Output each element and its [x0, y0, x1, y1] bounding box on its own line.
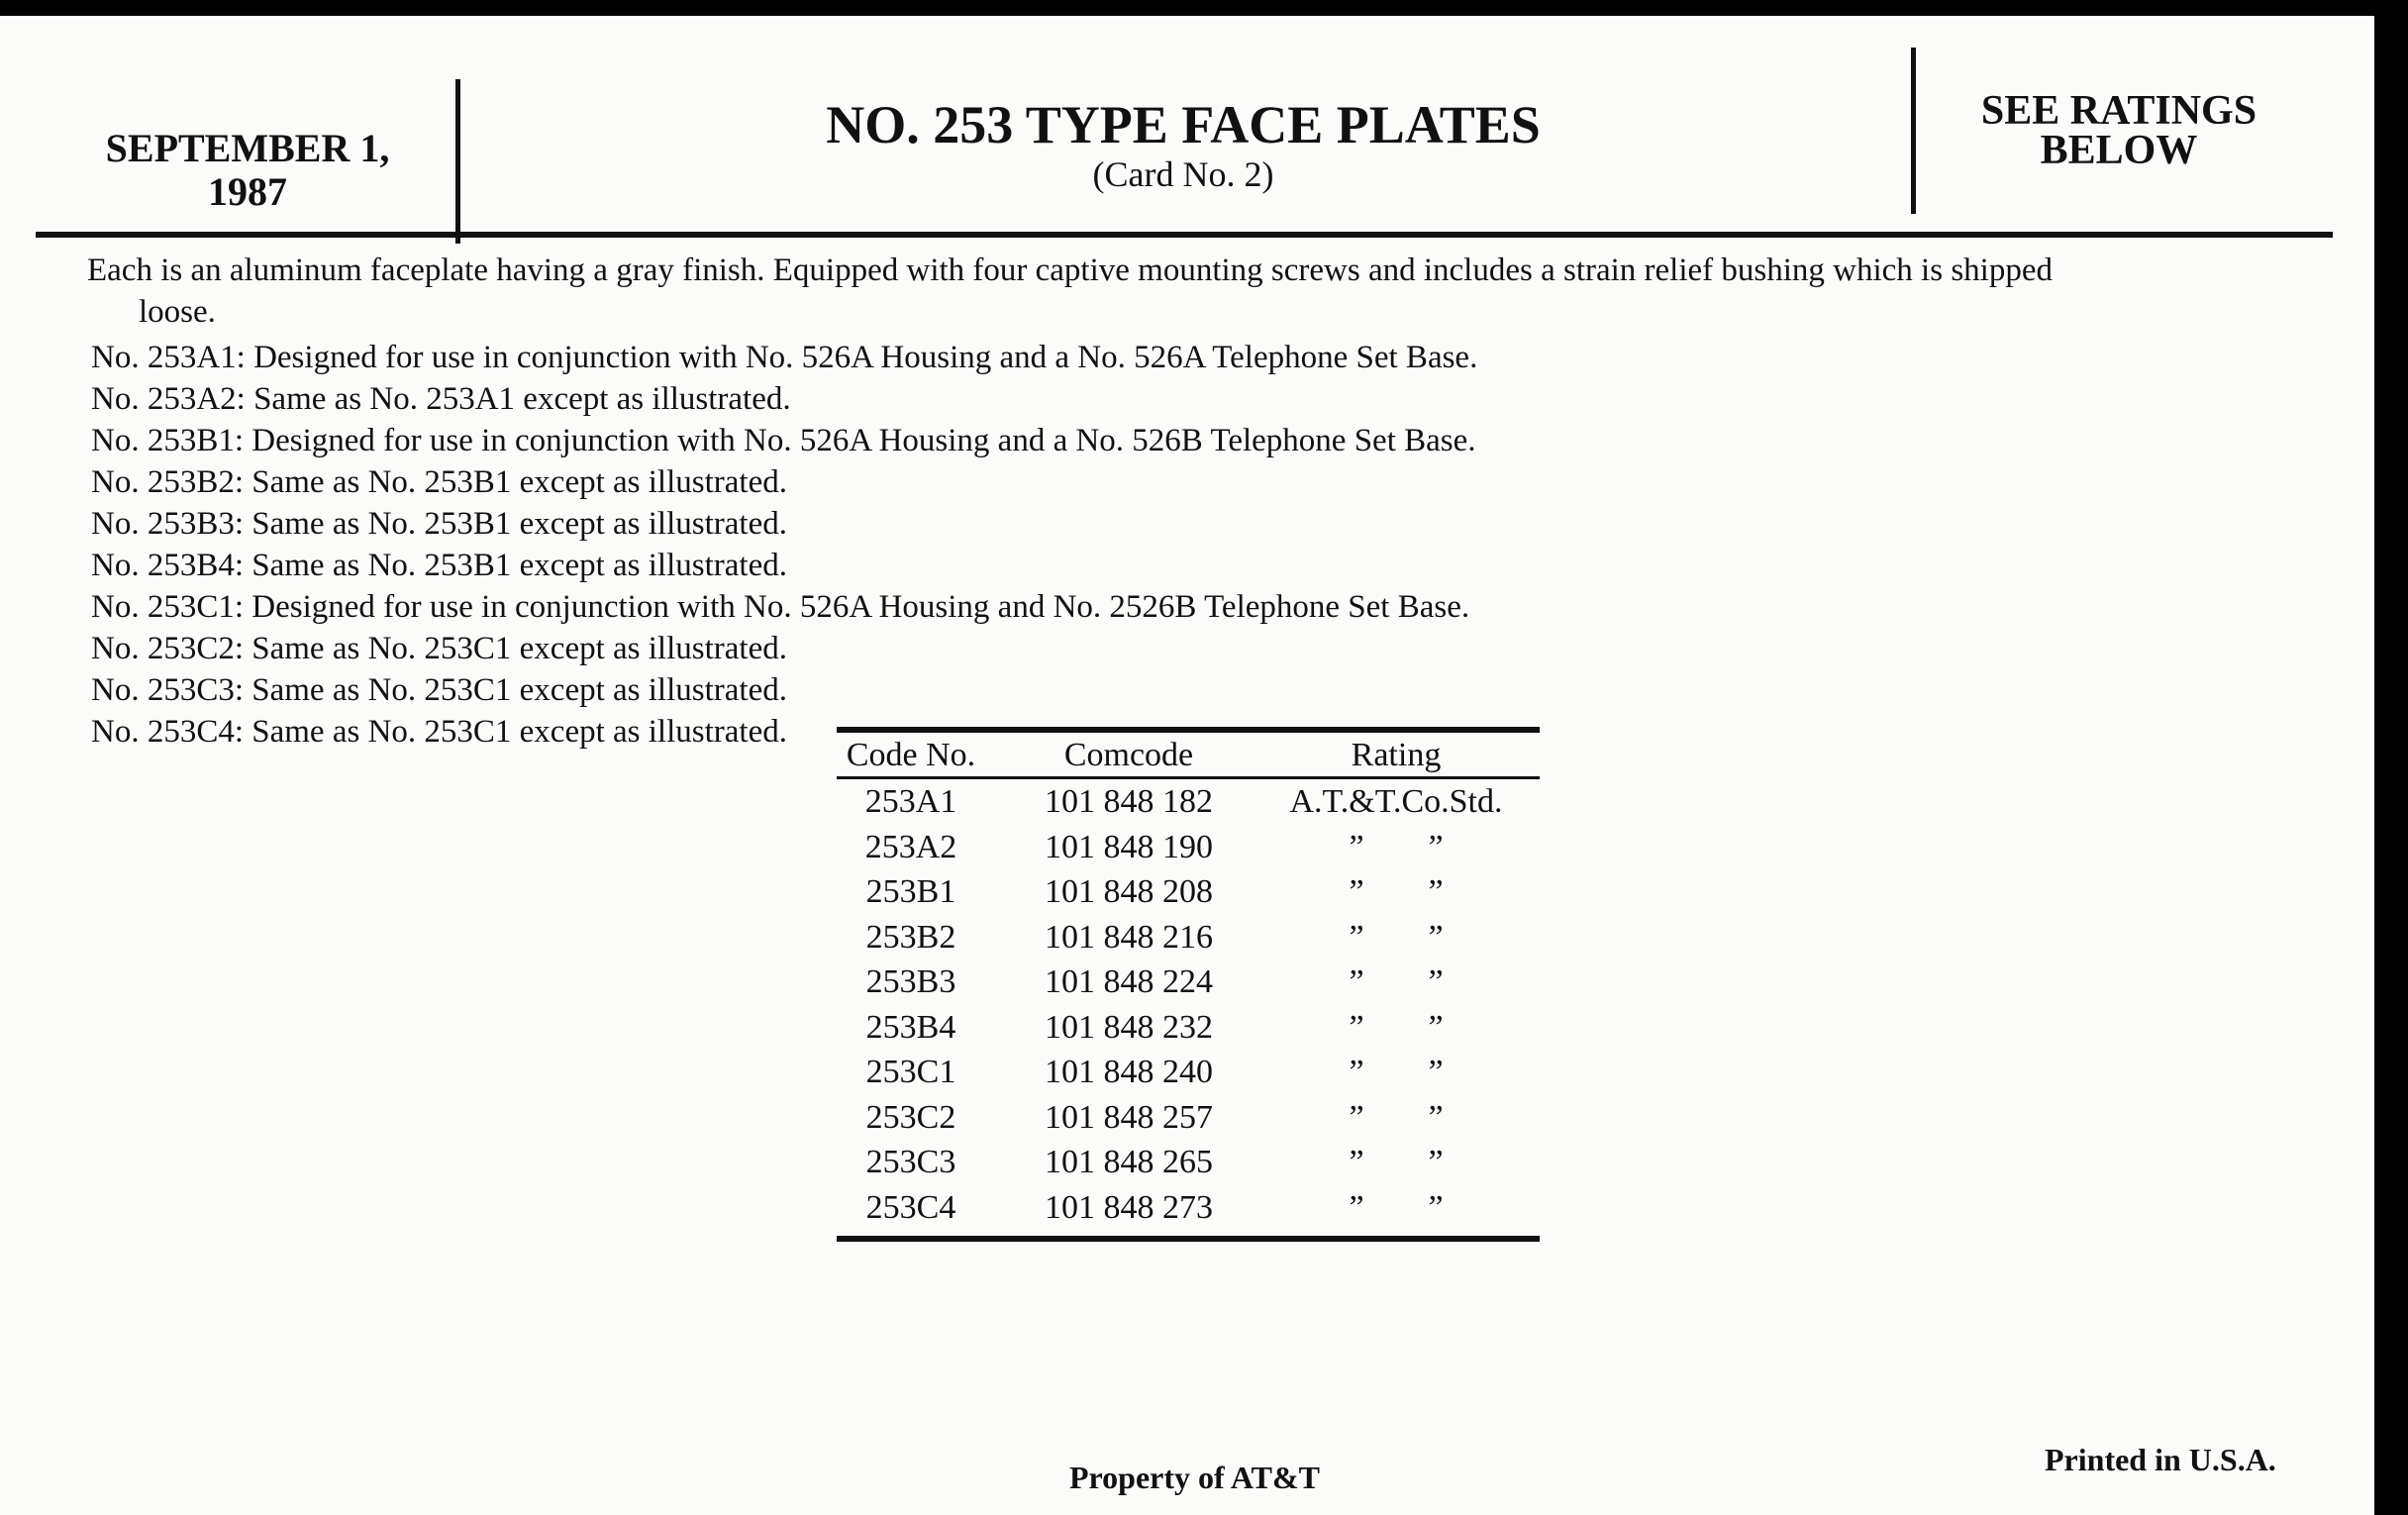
table-row	[837, 960, 1540, 1005]
cell-rating	[1253, 915, 1540, 960]
cell-code: 253C3	[865, 1144, 956, 1180]
list-item: No. 253C4: Same as No. 253C1 except as illustrated.	[91, 714, 787, 750]
header-rule	[36, 232, 2333, 238]
ditto-mark: ”	[1349, 828, 1364, 865]
cell-rating	[1253, 869, 1540, 915]
table-header-row	[837, 733, 1540, 776]
cell-rating	[1253, 1005, 1540, 1051]
cell-comcode: 101 848 232	[1045, 1008, 1213, 1046]
table-row	[837, 1095, 1540, 1141]
page-title: NO. 253 TYPE FACE PLATES	[826, 95, 1541, 154]
card-header	[0, 16, 2374, 244]
list-item: No. 253B4: Same as No. 253B1 except as illustrated.	[91, 548, 787, 583]
cell-code: 253A2	[864, 828, 957, 865]
footer-printed: Printed in U.S.A.	[2045, 1442, 2276, 1477]
item-list	[91, 337, 1477, 753]
list-item: No. 253C3: Same as No. 253C1 except as illustrated.	[91, 672, 787, 708]
ditto-mark: ”	[1349, 1008, 1364, 1046]
table-row	[837, 1140, 1540, 1185]
cell-code: 253B2	[865, 918, 956, 956]
code-table	[837, 727, 1540, 1242]
ditto-mark: ”	[1428, 963, 1444, 1000]
cell-rating	[1253, 960, 1540, 1005]
header-comcode: Comcode	[1063, 737, 1194, 773]
table-row	[837, 915, 1540, 960]
cell-comcode: 101 848 182	[1045, 783, 1213, 820]
cell-comcode: 101 848 265	[1045, 1144, 1213, 1180]
ditto-mark: ”	[1428, 1188, 1444, 1226]
cell-code: 253B3	[865, 963, 956, 1000]
document-card	[0, 16, 2374, 1515]
table-row	[837, 779, 1540, 825]
cell-rating	[1253, 1095, 1540, 1141]
cell-rating	[1253, 1140, 1540, 1185]
ditto-mark: ”	[1349, 1188, 1364, 1226]
cell-rating: A.T.&T.Co.Std.	[1289, 783, 1503, 820]
list-item: No. 253B3: Same as No. 253B1 except as illustrated.	[91, 506, 787, 542]
cell-rating	[1253, 825, 1540, 870]
cell-comcode: 101 848 224	[1045, 963, 1213, 1000]
ditto-mark: ”	[1428, 873, 1444, 910]
cell-code: 253B1	[865, 873, 956, 910]
header-divider-right	[1911, 48, 1916, 214]
header-rating: Rating	[1351, 737, 1442, 773]
footer-property: Property of AT&T	[1069, 1460, 1320, 1495]
cell-comcode: 101 848 257	[1045, 1098, 1213, 1136]
cell-code: 253B4	[865, 1008, 956, 1046]
ditto-mark: ”	[1428, 828, 1444, 865]
header-divider-left	[455, 79, 460, 244]
ditto-mark: ”	[1428, 918, 1444, 956]
table-row	[837, 1050, 1540, 1095]
table-row	[837, 869, 1540, 915]
cell-code: 253A1	[864, 783, 957, 820]
ditto-mark: ”	[1428, 1008, 1444, 1046]
cell-rating	[1253, 1185, 1540, 1231]
description-line2: loose.	[139, 294, 216, 330]
cell-comcode: 101 848 273	[1045, 1188, 1213, 1226]
list-item: No. 253B1: Designed for use in conjunction with No. 526A Housing and a No. 526B Telephone Set Base.	[91, 423, 1476, 458]
table-rule-bottom	[837, 1236, 1540, 1242]
cell-comcode: 101 848 208	[1045, 873, 1213, 910]
ditto-mark: ”	[1428, 1144, 1444, 1180]
ratings-note	[1926, 88, 2312, 173]
ditto-mark: ”	[1428, 1098, 1444, 1136]
cell-comcode: 101 848 240	[1045, 1054, 1213, 1090]
cell-comcode: 101 848 190	[1045, 828, 1213, 865]
list-item: No. 253C1: Designed for use in conjunction with No. 526A Housing and No. 2526B Telephone Set Base.	[91, 589, 1470, 625]
ditto-mark: ”	[1349, 1144, 1364, 1180]
ditto-mark: ”	[1428, 1054, 1444, 1090]
cell-code: 253C1	[865, 1054, 956, 1090]
table-row	[837, 825, 1540, 870]
list-item: No. 253A2: Same as No. 253A1 except as illustrated.	[91, 381, 791, 417]
cell-code: 253C2	[865, 1098, 956, 1136]
list-item: No. 253B2: Same as No. 253B1 except as illustrated.	[91, 464, 787, 500]
description-line1: Each is an aluminum faceplate having a gray finish. Equipped with four captive mounting screws and includes a strain relief bushing which is shipped	[87, 252, 2053, 288]
description	[87, 250, 2295, 333]
table-row	[837, 1005, 1540, 1051]
title-block	[465, 95, 1901, 194]
cell-code: 253C4	[865, 1188, 956, 1226]
ratings-note-line1: SEE RATINGS	[1980, 88, 2258, 134]
cell-rating	[1253, 1050, 1540, 1095]
issue-date-line2: 1987	[208, 169, 287, 214]
list-item: No. 253A1: Designed for use in conjunction with No. 526A Housing and a No. 526A Telephone Set Base.	[91, 340, 1478, 375]
issue-date-line1: SEPTEMBER 1,	[105, 126, 390, 170]
ditto-mark: ”	[1349, 963, 1364, 1000]
header-code: Code No.	[846, 737, 976, 773]
cell-comcode: 101 848 216	[1045, 918, 1213, 956]
ditto-mark: ”	[1349, 873, 1364, 910]
ratings-note-line2: BELOW	[2040, 128, 2198, 173]
issue-date	[79, 127, 416, 214]
ditto-mark: ”	[1349, 1098, 1364, 1136]
ditto-mark: ”	[1349, 1054, 1364, 1090]
page-subtitle: (Card No. 2)	[1092, 154, 1274, 194]
table-row	[837, 1185, 1540, 1231]
list-item: No. 253C2: Same as No. 253C1 except as illustrated.	[91, 631, 787, 666]
ditto-mark: ”	[1349, 918, 1364, 956]
